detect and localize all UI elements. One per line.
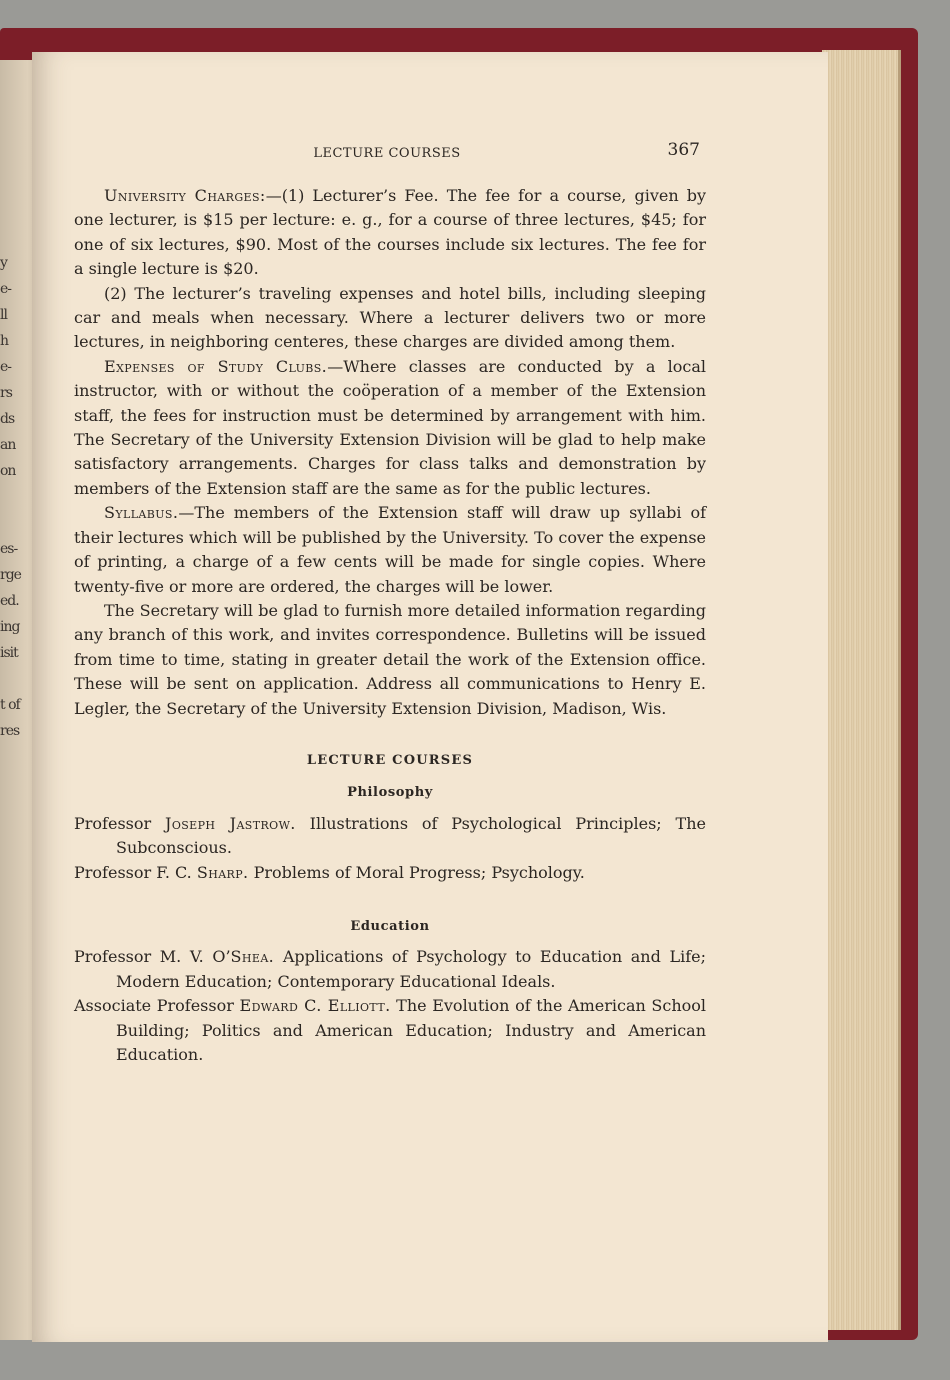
lecturer-name: Edward C. Elliott. <box>239 996 391 1016</box>
lecturer-title: Professor F. C. <box>74 862 192 882</box>
paragraph-heading: University Charges: <box>104 186 266 205</box>
paragraph-text: (2) The lecturer’s traveling expenses and hotel bills, including sleeping car and meals when necessary. Where a lecturer delivers two or more lectures, in neighboring centeres, these charges are divided among them. <box>74 283 706 352</box>
course-entry <box>74 861 706 885</box>
paragraph-text: The Secretary will be glad to furnish more detailed information regarding any branch of this work, and invites correspondence. Bulletins will be issued from time to time, stating in greater detail the work of the Extension office. These will be sent on application. Address all communications to Henry E. Legler, the Secretary of the University Extension Division, Madison, Wis. <box>74 600 706 718</box>
page-number: 367 <box>667 140 700 160</box>
paragraph-secretary <box>74 599 706 721</box>
course-entry <box>74 812 706 861</box>
course-entry <box>74 945 706 994</box>
philosophy-heading: Philosophy <box>347 785 433 801</box>
running-title: LECTURE COURSES <box>313 146 461 161</box>
lecturer-name: Sharp. <box>196 862 249 882</box>
course-titles: Problems of Moral Progress; Psychology. <box>253 862 585 882</box>
paragraph-syllabus <box>74 501 706 599</box>
paragraph-text: —Where classes are conducted by a local instructor, with or without the coöperation of a member of the Extension staff, the fees for instruction must be determined by arrangement with him. The Secretary of the University Extension Division will be glad to help make satisfactory arrangements. Charges for class talks and demonstration by members of the Extension staff are the same as for the public lectures. <box>74 356 707 498</box>
lecture-courses-heading: LECTURE COURSES <box>306 752 474 768</box>
paragraph-text: —(1) Lecturer’s Fee. The fee for a course, given by one lecturer, is $15 per lecture: e. g., for a course of three lectures, $45; for one of six lectures, $90. Most of the courses include six lectures. The fee for a single lecture is $20. <box>74 186 706 279</box>
page-fore-edge <box>822 50 901 1330</box>
course-titles: Applications of Psychology to Education and Life; Modern Education; Contemporary Educational Ideals. <box>116 947 707 991</box>
facing-page-fragments: y e- ll h e- rs ds an on es- rge ed. ing isit t of res <box>0 255 21 739</box>
education-heading: Education <box>350 918 430 934</box>
lecturer-title: Professor <box>74 813 152 833</box>
course-titles: The Evolution of the American School Building; Politics and American Education; Industry and American Education. <box>116 996 706 1064</box>
body-text <box>74 184 706 1067</box>
paragraph-university-charges <box>74 184 706 282</box>
paragraph-traveling-expenses <box>74 282 706 355</box>
paragraph-text: —The members of the Extension staff will draw up syllabi of their lectures which will be published by the University. To cover the expense of printing, a charge of a few cents will be made for single copies. Where twenty-five or more are ordered, the charges will be lower. <box>74 503 706 596</box>
book-page <box>32 52 828 1342</box>
paragraph-heading: Syllabus. <box>104 503 179 523</box>
lecturer-name: Joseph Jastrow. <box>165 813 296 833</box>
paragraph-heading: Expenses of Study Clubs. <box>104 356 328 376</box>
paragraph-study-clubs <box>74 355 706 501</box>
lecturer-title: Professor M. V. O’ <box>74 947 231 967</box>
course-entry <box>74 994 706 1067</box>
lecturer-name: Shea. <box>230 947 275 967</box>
course-titles: Illustrations of Psychological Principles; The Subconscious. <box>116 813 706 858</box>
lecturer-title: Associate Professor <box>74 996 234 1016</box>
